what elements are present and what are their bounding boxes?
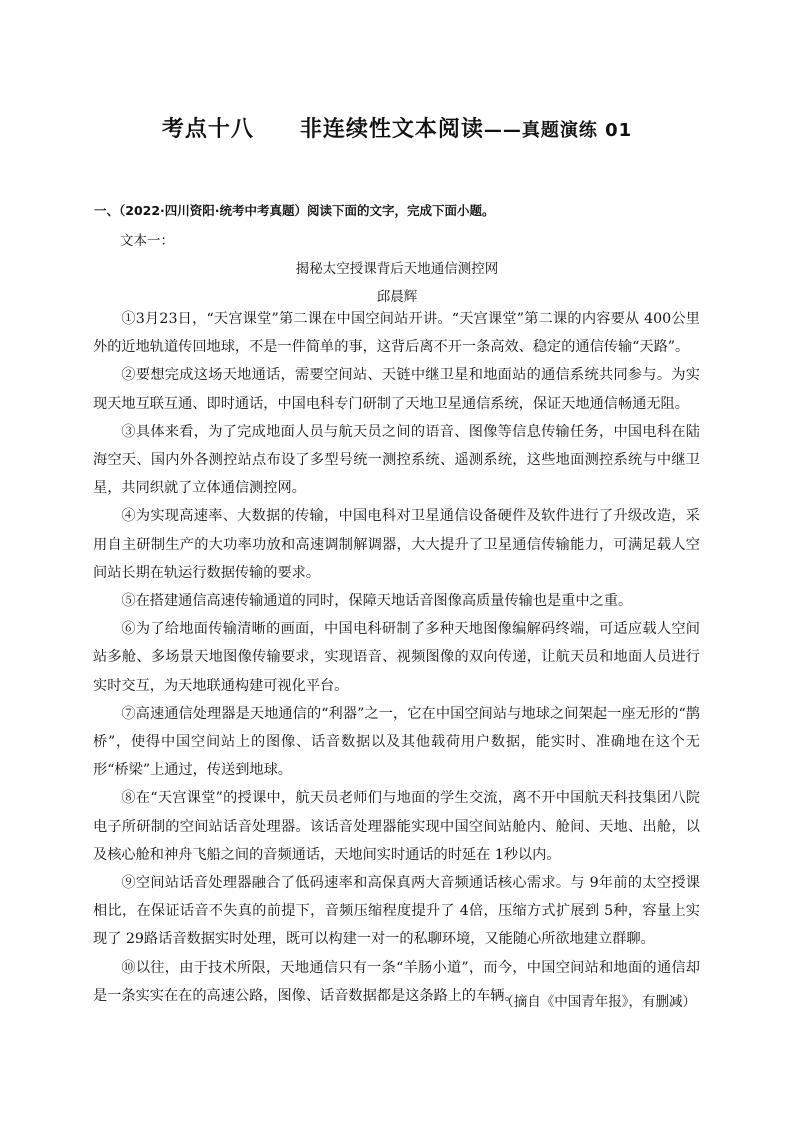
article-title: 揭秘太空授课背后天地通信测控网 bbox=[295, 261, 499, 277]
paragraph-7: ⑦高速通信处理器是天地通信的“利器”之一，它在中国空间站与地球之间架起一座无形的“鹊桥”，使得中国空间站上的图像、话音数据以及其他载荷用户数据，能实时、准确地在这个无形“桥梁”上通过，传送到地球。 bbox=[93, 705, 700, 779]
paragraph-4: ④为实现高速率、大数据的传输，中国电科对卫星通信设备硬件及软件进行了升级改造，采用自主研制生产的大功率功放和高速调制解调器，大大提升了卫星通信传输能力，可满足载人空间站长期在轨运行数据传输的要求。 bbox=[93, 508, 700, 581]
paragraph-3: ③具体来看，为了完成地面人员与航天员之间的语音、图像等信息传输任务，中国电科在陆海空天、国内外各测控站点布设了多型号统一测控系统、遥测系统，这些地面测控系统与中继卫星，共同织就了立体通信测控网。 bbox=[93, 423, 700, 497]
article-author: 邱晨辉 bbox=[376, 289, 418, 305]
article-body bbox=[93, 305, 700, 1010]
article-source: （摘自《中国青年报》，有删减） bbox=[500, 994, 696, 1010]
title-subject: 非连续性文本阅读 bbox=[299, 117, 484, 142]
paragraph-1: ①3月23日，“天宫课堂”第二课在中国空间站开讲。“天宫课堂”第二课的内容要从 400公里外的近地轨道传回地球，不是一件简单的事，这背后离不开一条高效、稳定的通信传输“天路”。 bbox=[93, 311, 700, 356]
question-header: 一、（2022·四川资阳·统考中考真题）阅读下面的文字，完成下面小题。 bbox=[94, 203, 495, 218]
paragraph-2: ②要想完成这场天地通话，需要空间站、天链中继卫星和地面站的通信系统共同参与。为实现天地互联互通、即时通话，中国电科专门研制了天地卫星通信系统，保证天地通信畅通无阻。 bbox=[93, 367, 700, 412]
page-title bbox=[0, 112, 794, 143]
paragraph-9: ⑨空间站话音处理器融合了低码速率和高保真两大音频通话核心需求。与 9年前的太空授课相比，在保证话音不失真的前提下，音频压缩程度提升了 4倍，压缩方式扩展到 5种，容量上实现了 29路话音数据实时处理，既可以构建一对一的私聊环境，又能随心所欲地建立群聊。 bbox=[93, 875, 700, 948]
text-label: 文本一： bbox=[120, 233, 174, 249]
title-practice: ——真题演练 01 bbox=[483, 120, 633, 141]
paragraph-8: ⑧在“天宫课堂”的授课中，航天员老师们与地面的学生交流，离不开中国航天科技集团八院电子所研制的空间站话音处理器。该话音处理器能实现中国空间站舱内、舱间、天地、出舱，以及核心舱和神舟飞船之间的音频通话，天地间实时通话的时延在 1秒以内。 bbox=[93, 790, 700, 863]
paragraph-10: ⑩以往，由于技术所限，天地通信只有一条“羊肠小道”，而今，中国空间站和地面的通信却是一条实实在在的高速公路，图像、话音数据都是这条路上的车辆。 bbox=[93, 959, 700, 1004]
paragraph-6: ⑥为了给地面传输清晰的画面，中国电科研制了多种天地图像编解码终端，可适应载人空间站多舱、多场景天地图像传输要求，实现语音、视频图像的双向传递，让航天员和地面人员进行实时交互，为天地联通构建可视化平台。 bbox=[93, 621, 700, 694]
title-topic: 考点十八 bbox=[161, 117, 254, 142]
paragraph-5: ⑤在搭建通信高速传输通道的同时，保障天地话音图像高质量传输也是重中之重。 bbox=[121, 593, 633, 610]
